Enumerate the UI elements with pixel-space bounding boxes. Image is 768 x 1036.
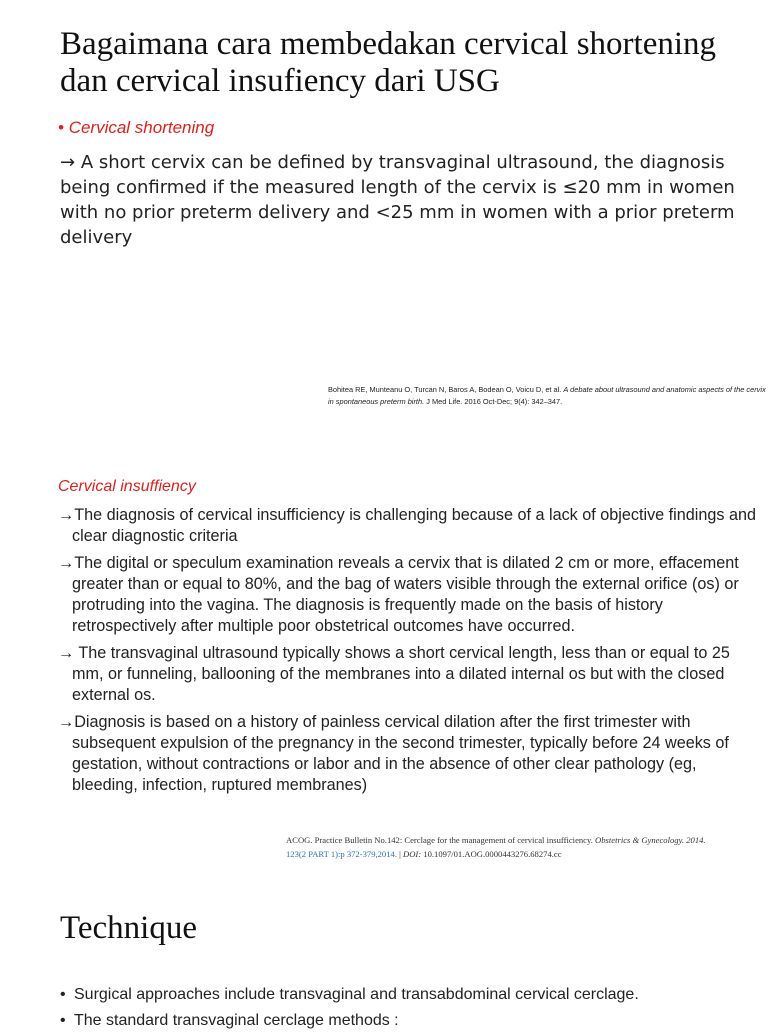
list-item: • The standard transvaginal cerclage methods :	[60, 1010, 760, 1032]
citation-authors: Bohitea RE, Munteanu O, Turcan N, Baros A, Bodean O, Voicu D, et al.	[328, 385, 562, 394]
paragraph-text: A short cervix can be defined by transvaginal ultrasound, the diagnosis being confirmed if the measured length of the cervix is ≤20 mm in women with no prior preterm delivery and <25 mm in women with a prior preterm delivery	[60, 152, 735, 248]
list-item: →The digital or speculum examination reveals a cervix that is dilated 2 cm or more, effacement greater than or equal to 80%, and the bag of waters visible through the external orifice (os) or protruding into the vagina. The diagnosis is frequently made on the basis of history retrospectively after multiple poor obstetrical outcomes have occurred.	[58, 554, 739, 635]
technique-list	[60, 984, 760, 1036]
bullet-label: Cervical shortening	[68, 118, 215, 137]
citation-year: 2014.	[686, 835, 706, 845]
arrow-icon: →	[58, 713, 75, 731]
short-cervix-paragraph	[60, 150, 760, 250]
citation-acog: ACOG. Practice Bulletin No.142: Cerclage for the management of cervical insufficiency. Obstetrics & Gynecology. 2014. 123(2 PART 1):p 372-379,2014. | DOI: 10.1097/01.AOG.0000443276.68274.cc	[286, 835, 706, 859]
cervical-insufficiency-heading: Cervical insuffiency	[58, 478, 196, 495]
bullet-icon: •	[60, 1012, 66, 1029]
arrow-icon: →	[58, 506, 75, 524]
citation-journal: Obstetrics & Gynecology.	[595, 835, 685, 845]
arrow-icon: →	[60, 152, 76, 173]
citation-doi: 10.1097/01.AOG.0000443276.68274.cc	[423, 849, 562, 859]
list-item: →The diagnosis of cervical insufficiency is challenging because of a lack of objective findings and clear diagnostic criteria	[58, 506, 756, 545]
technique-title: Technique	[60, 910, 197, 946]
list-item: • Surgical approaches include transvaginal and transabdominal cervical cerclage.	[60, 984, 760, 1006]
bullet-icon: •	[60, 986, 66, 1003]
citation-volume-link[interactable]: 123(2 PART 1):p 372-379,2014.	[286, 849, 397, 859]
list-item: → The transvaginal ultrasound typically shows a short cervical length, less than or equal to 25 mm, or funneling, ballooning of the membranes into a dilated internal os but with the closed external os.	[58, 644, 730, 704]
arrow-icon: →	[58, 644, 75, 662]
insufficiency-list	[58, 505, 758, 802]
list-item: →Diagnosis is based on a history of painless cervical dilation after the first trimester with subsequent expulsion of the pregnancy in the second trimester, typically before 24 weeks of gestation, without contractions or labor and in the absence of other clear pathology (eg, bleeding, infection, ruptured membranes)	[58, 713, 729, 794]
bullet-icon: •	[58, 118, 64, 137]
citation-title: A debate about ultrasound and anatomic aspects of the cervix in spontaneous preterm birth.	[328, 385, 766, 406]
bullet-cervical-shortening	[58, 118, 214, 138]
citation-prefix: ACOG. Practice Bulletin No.142: Cerclage for the management of cervical insufficiency.	[286, 835, 593, 845]
citation-doi-label: DOI:	[403, 849, 422, 859]
citation-bohitea	[328, 384, 768, 408]
slide-title: Bagaimana cara membedakan cervical shortening dan cervical insufiency dari USG	[60, 26, 717, 99]
citation-journal: J Med Life. 2016 Oct-Dec; 9(4): 342–347.	[426, 397, 563, 406]
arrow-icon: →	[58, 554, 75, 572]
